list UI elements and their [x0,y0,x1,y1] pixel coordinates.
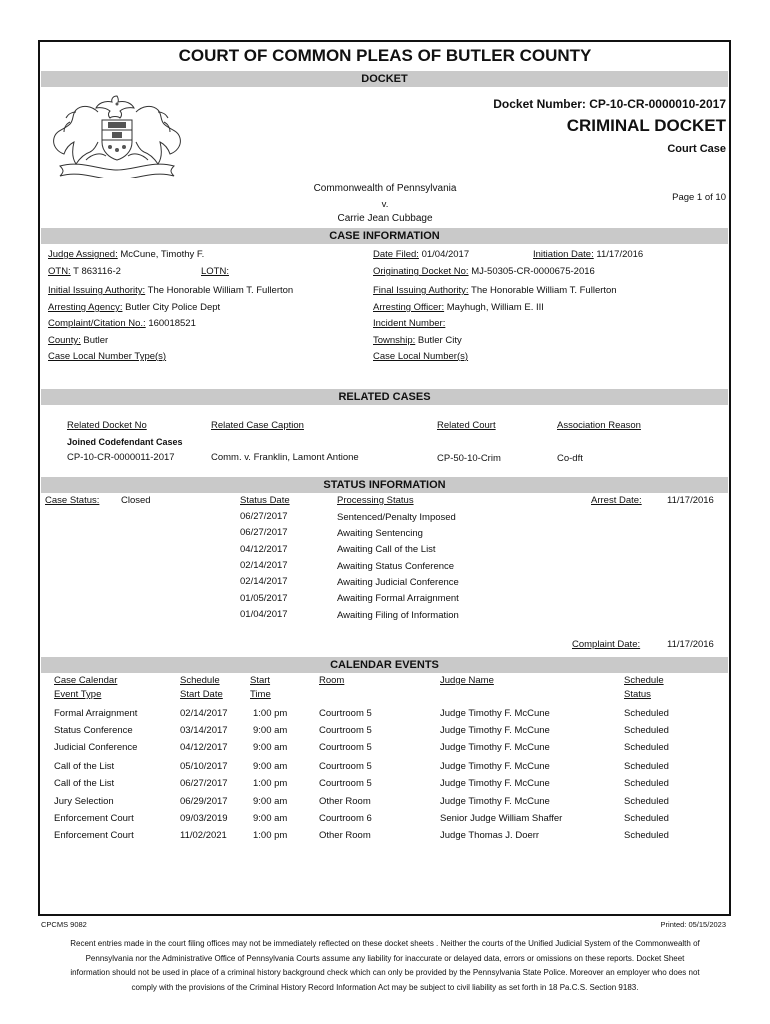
event-judge: Judge Timothy F. McCune [440,742,550,753]
related-case-caption-header: Related Case Caption [211,420,304,431]
event-judge: Senior Judge William Shaffer [440,813,563,824]
caption-defendant: Carrie Jean Cubbage [337,213,433,224]
status-date: 01/05/2017 [240,593,288,604]
association-reason-header: Association Reason [557,420,641,431]
event-status: Scheduled [624,742,669,753]
complaint-citation-value: 160018521 [148,318,196,329]
case-information-bar: CASE INFORMATION [41,228,728,244]
calendar-events-bar: CALENDAR EVENTS [41,657,728,673]
otn-label: OTN: [48,266,71,277]
judge-assigned-value: McCune, Timothy F. [120,249,205,260]
event-room: Other Room [319,830,371,841]
event-date: 06/29/2017 [180,796,228,807]
court-title: COURT OF COMMON PLEAS OF BUTLER COUNTY [178,46,592,65]
event-judge: Judge Timothy F. McCune [440,708,550,719]
docket-type: CRIMINAL DOCKET [566,116,726,135]
event-status: Scheduled [624,813,669,824]
complaint-date-label: Complaint Date: [572,639,641,650]
final-issuing-authority-value: The Honorable William T. Fullerton [471,285,617,296]
status-date: 02/14/2017 [240,560,288,571]
related-court-header: Related Court [437,420,496,431]
event-type-header-1: Case Calendar [54,675,118,686]
event-time: 9:00 am [253,796,288,807]
event-type: Jury Selection [54,796,114,807]
event-time: 9:00 am [253,742,288,753]
arresting-officer [373,302,544,313]
case-local-number-label: Case Local Number(s) [373,351,469,362]
event-type: Enforcement Court [54,830,134,841]
arresting-agency-label: Arresting Agency: [48,302,123,313]
event-room: Courtroom 5 [319,742,372,753]
event-time: 1:00 pm [253,708,288,719]
event-judge: Judge Timothy F. McCune [440,778,550,789]
event-time: 9:00 am [253,813,288,824]
schedule-status-header-1: Schedule [624,675,664,686]
association-reason: Co-dft [557,453,583,464]
caption-versus: v. [381,199,389,210]
arrest-date-label: Arrest Date: [591,495,642,506]
judge-assigned-label: Judge Assigned: [48,249,118,260]
printed-date: Printed: 05/15/2023 [660,920,726,929]
event-type: Formal Arraignment [54,708,138,719]
township-value: Butler City [417,335,462,346]
event-type: Enforcement Court [54,813,134,824]
event-date: 09/03/2019 [180,813,228,824]
event-type: Status Conference [54,725,133,736]
schedule-start-date-header-2: Start Date [180,689,223,700]
date-filed [373,249,469,260]
event-date: 05/10/2017 [180,761,228,772]
initial-issuing-authority-value: The Honorable William T. Fullerton [147,285,294,296]
otn-value: T 863116-2 [73,266,121,277]
initial-issuing-authority [48,285,293,296]
event-room: Courtroom 5 [319,778,372,789]
event-room: Courtroom 5 [319,725,372,736]
county-label: County: [48,335,81,346]
event-date: 04/12/2017 [180,742,228,753]
docket-number: Docket Number: CP-10-CR-0000010-2017 [493,97,726,111]
start-time-header-2: Time [250,689,271,700]
start-time-header-1: Start [250,675,271,686]
complaint-citation [48,318,196,329]
schedule-status-header-2: Status [624,689,651,700]
event-type-header-2: Event Type [54,689,102,700]
processing-status-header: Processing Status [337,495,414,506]
event-room: Courtroom 5 [319,761,372,772]
originating-docket-label: Originating Docket No: [373,266,469,277]
judge-assigned [48,249,204,260]
event-judge: Judge Timothy F. McCune [440,796,550,807]
township-label: Township: [373,335,416,346]
related-group-label: Joined Codefendant Cases [67,437,183,447]
initial-issuing-authority-label: Initial Issuing Authority: [48,285,146,296]
caption-plaintiff: Commonwealth of Pennsylvania [313,183,457,194]
event-status: Scheduled [624,796,669,807]
related-case-caption: Comm. v. Franklin, Lamont Antione [211,452,359,463]
status-date: 01/04/2017 [240,609,288,620]
arresting-officer-value: Mayhugh, William E. III [446,302,544,313]
related-cases-bar: RELATED CASES [41,389,728,405]
originating-docket-value: MJ-50305-CR-0000675-2016 [471,266,595,277]
date-filed-label: Date Filed: [373,249,419,260]
page-indicator: Page 1 of 10 [672,192,726,203]
event-room: Courtroom 5 [319,708,372,719]
event-date: 11/02/2021 [180,830,227,841]
event-room: Other Room [319,796,371,807]
event-date: 02/14/2017 [180,708,228,719]
event-status: Scheduled [624,830,669,841]
related-docket-no: CP-10-CR-0000011-2017 [67,452,175,463]
event-date: 03/14/2017 [180,725,228,736]
event-judge: Judge Timothy F. McCune [440,725,550,736]
court-case-label: Court Case [667,143,726,155]
judge-name-header: Judge Name [440,675,494,686]
initiation-date-label: Initiation Date: [533,249,594,260]
form-id: CPCMS 9082 [41,920,87,929]
complaint-citation-label: Complaint/Citation No.: [48,318,146,329]
processing-status: Awaiting Judicial Conference [337,577,459,588]
county [48,335,108,346]
event-status: Scheduled [624,761,669,772]
arresting-officer-label: Arresting Officer: [373,302,445,313]
initiation-date-value: 11/17/2016 [596,249,644,260]
event-type: Call of the List [54,778,115,789]
event-room: Courtroom 6 [319,813,372,824]
status-information-bar: STATUS INFORMATION [41,477,728,493]
final-issuing-authority [373,285,617,296]
processing-status: Awaiting Call of the List [337,544,436,555]
event-time: 9:00 am [253,761,288,772]
event-judge: Judge Timothy F. McCune [440,761,550,772]
room-header: Room [319,675,345,686]
processing-status: Sentenced/Penalty Imposed [337,512,456,523]
event-type: Judicial Conference [54,742,138,753]
status-date: 02/14/2017 [240,576,288,587]
date-filed-value: 01/04/2017 [421,249,470,260]
related-docket-no-header: Related Docket No [67,420,147,431]
otn [48,266,121,277]
arresting-agency [48,302,220,313]
disclaimer-text: Recent entries made in the court filing offices may not be immediately reflected on these docket sheets . Neither the courts of the Unified Judicial System of the Commonwealth of Pennsylvania nor the Administrative Office of Pennsylvania Courts assume any liability for inaccurate or delayed data, errors or omissions on these reports. Docket Sheet information should not be used in place of a criminal history background check which can only be provided by the Pennsylvania State Police. Moreover an employer who does not comply with the provisions of the Criminal History Record Information Act may be subject to civil liability as set forth in 18 Pa.C.S. Section 9183. [70,939,700,992]
initiation-date [533,249,643,260]
township [373,335,462,346]
status-date-header: Status Date [240,495,290,506]
status-date: 06/27/2017 [240,511,288,522]
event-time: 1:00 pm [253,830,288,841]
status-date: 06/27/2017 [240,527,288,538]
arresting-agency-value: Butler City Police Dept [125,302,221,313]
event-time: 9:00 am [253,725,288,736]
case-status-value: Closed [121,495,151,506]
event-time: 1:00 pm [253,778,288,789]
processing-status: Awaiting Sentencing [337,528,423,539]
docket-bar: DOCKET [41,71,728,87]
event-type: Call of the List [54,761,115,772]
county-value: Butler [83,335,109,346]
related-court: CP-50-10-Crim [437,453,501,464]
event-status: Scheduled [624,725,669,736]
originating-docket [373,266,595,277]
processing-status: Awaiting Status Conference [337,561,455,572]
pennsylvania-seal-icon [46,92,188,178]
event-date: 06/27/2017 [180,778,228,789]
case-status-label: Case Status: [45,495,100,506]
processing-status: Awaiting Filing of Information [337,610,459,621]
schedule-start-date-header-1: Schedule [180,675,220,686]
incident-number-label: Incident Number: [373,318,446,329]
event-status: Scheduled [624,708,669,719]
status-date: 04/12/2017 [240,544,288,555]
event-judge: Judge Thomas J. Doerr [440,830,540,841]
arrest-date-value: 11/17/2016 [667,495,714,506]
complaint-date-value: 11/17/2016 [667,639,714,650]
lotn-label: LOTN: [201,266,229,277]
final-issuing-authority-label: Final Issuing Authority: [373,285,469,296]
case-local-number-type-label: Case Local Number Type(s) [48,351,167,362]
event-status: Scheduled [624,778,669,789]
processing-status: Awaiting Formal Arraignment [337,593,459,604]
